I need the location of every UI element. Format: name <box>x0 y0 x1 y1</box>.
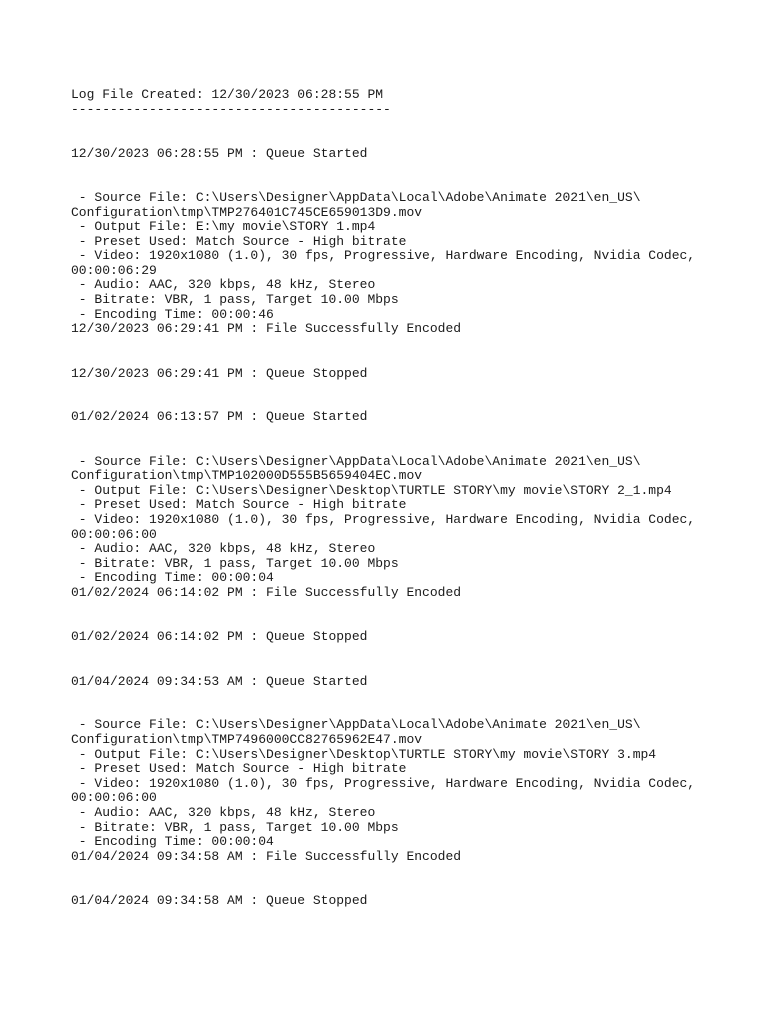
encoding-time-line: - Encoding Time: 00:00:04 <box>71 834 274 849</box>
source-file-line: - Source File: C:\Users\Designer\AppData\Local\Adobe\Animate 2021\en_US\ <box>71 190 641 205</box>
source-file-line: - Source File: C:\Users\Designer\AppData\Local\Adobe\Animate 2021\en_US\ <box>71 454 641 469</box>
file-encoded-line: 01/02/2024 06:14:02 PM : File Successfully Encoded <box>71 585 462 600</box>
source-file-line: - Source File: C:\Users\Designer\AppData\Local\Adobe\Animate 2021\en_US\ <box>71 717 641 732</box>
preset-line: - Preset Used: Match Source - High bitrate <box>71 761 407 776</box>
file-encoded-line: 01/04/2024 09:34:58 AM : File Successfully Encoded <box>71 849 462 864</box>
video-duration-line: 00:00:06:00 <box>71 527 157 542</box>
bitrate-line: - Bitrate: VBR, 1 pass, Target 10.00 Mbps <box>71 556 399 571</box>
queue-started-line: 12/30/2023 06:28:55 PM : Queue Started <box>71 146 368 161</box>
preset-line: - Preset Used: Match Source - High bitrate <box>71 497 407 512</box>
video-line: - Video: 1920x1080 (1.0), 30 fps, Progressive, Hardware Encoding, Nvidia Codec, <box>71 512 696 527</box>
queue-stopped-line: 01/04/2024 09:34:58 AM : Queue Stopped <box>71 893 368 908</box>
encoding-time-line: - Encoding Time: 00:00:04 <box>71 570 274 585</box>
queue-stopped-line: 12/30/2023 06:29:41 PM : Queue Stopped <box>71 366 368 381</box>
audio-line: - Audio: AAC, 320 kbps, 48 kHz, Stereo <box>71 541 376 556</box>
queue-stopped-line: 01/02/2024 06:14:02 PM : Queue Stopped <box>71 629 368 644</box>
queue-started-line: 01/04/2024 09:34:53 AM : Queue Started <box>71 674 368 689</box>
file-encoded-line: 12/30/2023 06:29:41 PM : File Successfully Encoded <box>71 321 462 336</box>
output-file-line: - Output File: C:\Users\Designer\Desktop\TURTLE STORY\my movie\STORY 2_1.mp4 <box>71 483 672 498</box>
source-file-path-line: Configuration\tmp\TMP276401C745CE659013D9.mov <box>71 205 423 220</box>
output-file-line: - Output File: C:\Users\Designer\Desktop\TURTLE STORY\my movie\STORY 3.mp4 <box>71 747 657 762</box>
video-line: - Video: 1920x1080 (1.0), 30 fps, Progressive, Hardware Encoding, Nvidia Codec, <box>71 248 696 263</box>
video-line: - Video: 1920x1080 (1.0), 30 fps, Progressive, Hardware Encoding, Nvidia Codec, <box>71 776 696 791</box>
preset-line: - Preset Used: Match Source - High bitrate <box>71 234 407 249</box>
source-file-path-line: Configuration\tmp\TMP102000D555B5659404EC.mov <box>71 468 423 483</box>
video-duration-line: 00:00:06:29 <box>71 263 157 278</box>
log-separator: ----------------------------------------- <box>71 102 391 117</box>
output-file-line: - Output File: E:\my movie\STORY 1.mp4 <box>71 219 376 234</box>
video-duration-line: 00:00:06:00 <box>71 790 157 805</box>
audio-line: - Audio: AAC, 320 kbps, 48 kHz, Stereo <box>71 805 376 820</box>
queue-started-line: 01/02/2024 06:13:57 PM : Queue Started <box>71 409 368 424</box>
audio-line: - Audio: AAC, 320 kbps, 48 kHz, Stereo <box>71 277 376 292</box>
log-header: Log File Created: 12/30/2023 06:28:55 PM <box>71 87 384 102</box>
source-file-path-line: Configuration\tmp\TMP7496000CC82765962E47.mov <box>71 732 423 747</box>
bitrate-line: - Bitrate: VBR, 1 pass, Target 10.00 Mbps <box>71 292 399 307</box>
encoding-time-line: - Encoding Time: 00:00:46 <box>71 307 274 322</box>
bitrate-line: - Bitrate: VBR, 1 pass, Target 10.00 Mbps <box>71 820 399 835</box>
